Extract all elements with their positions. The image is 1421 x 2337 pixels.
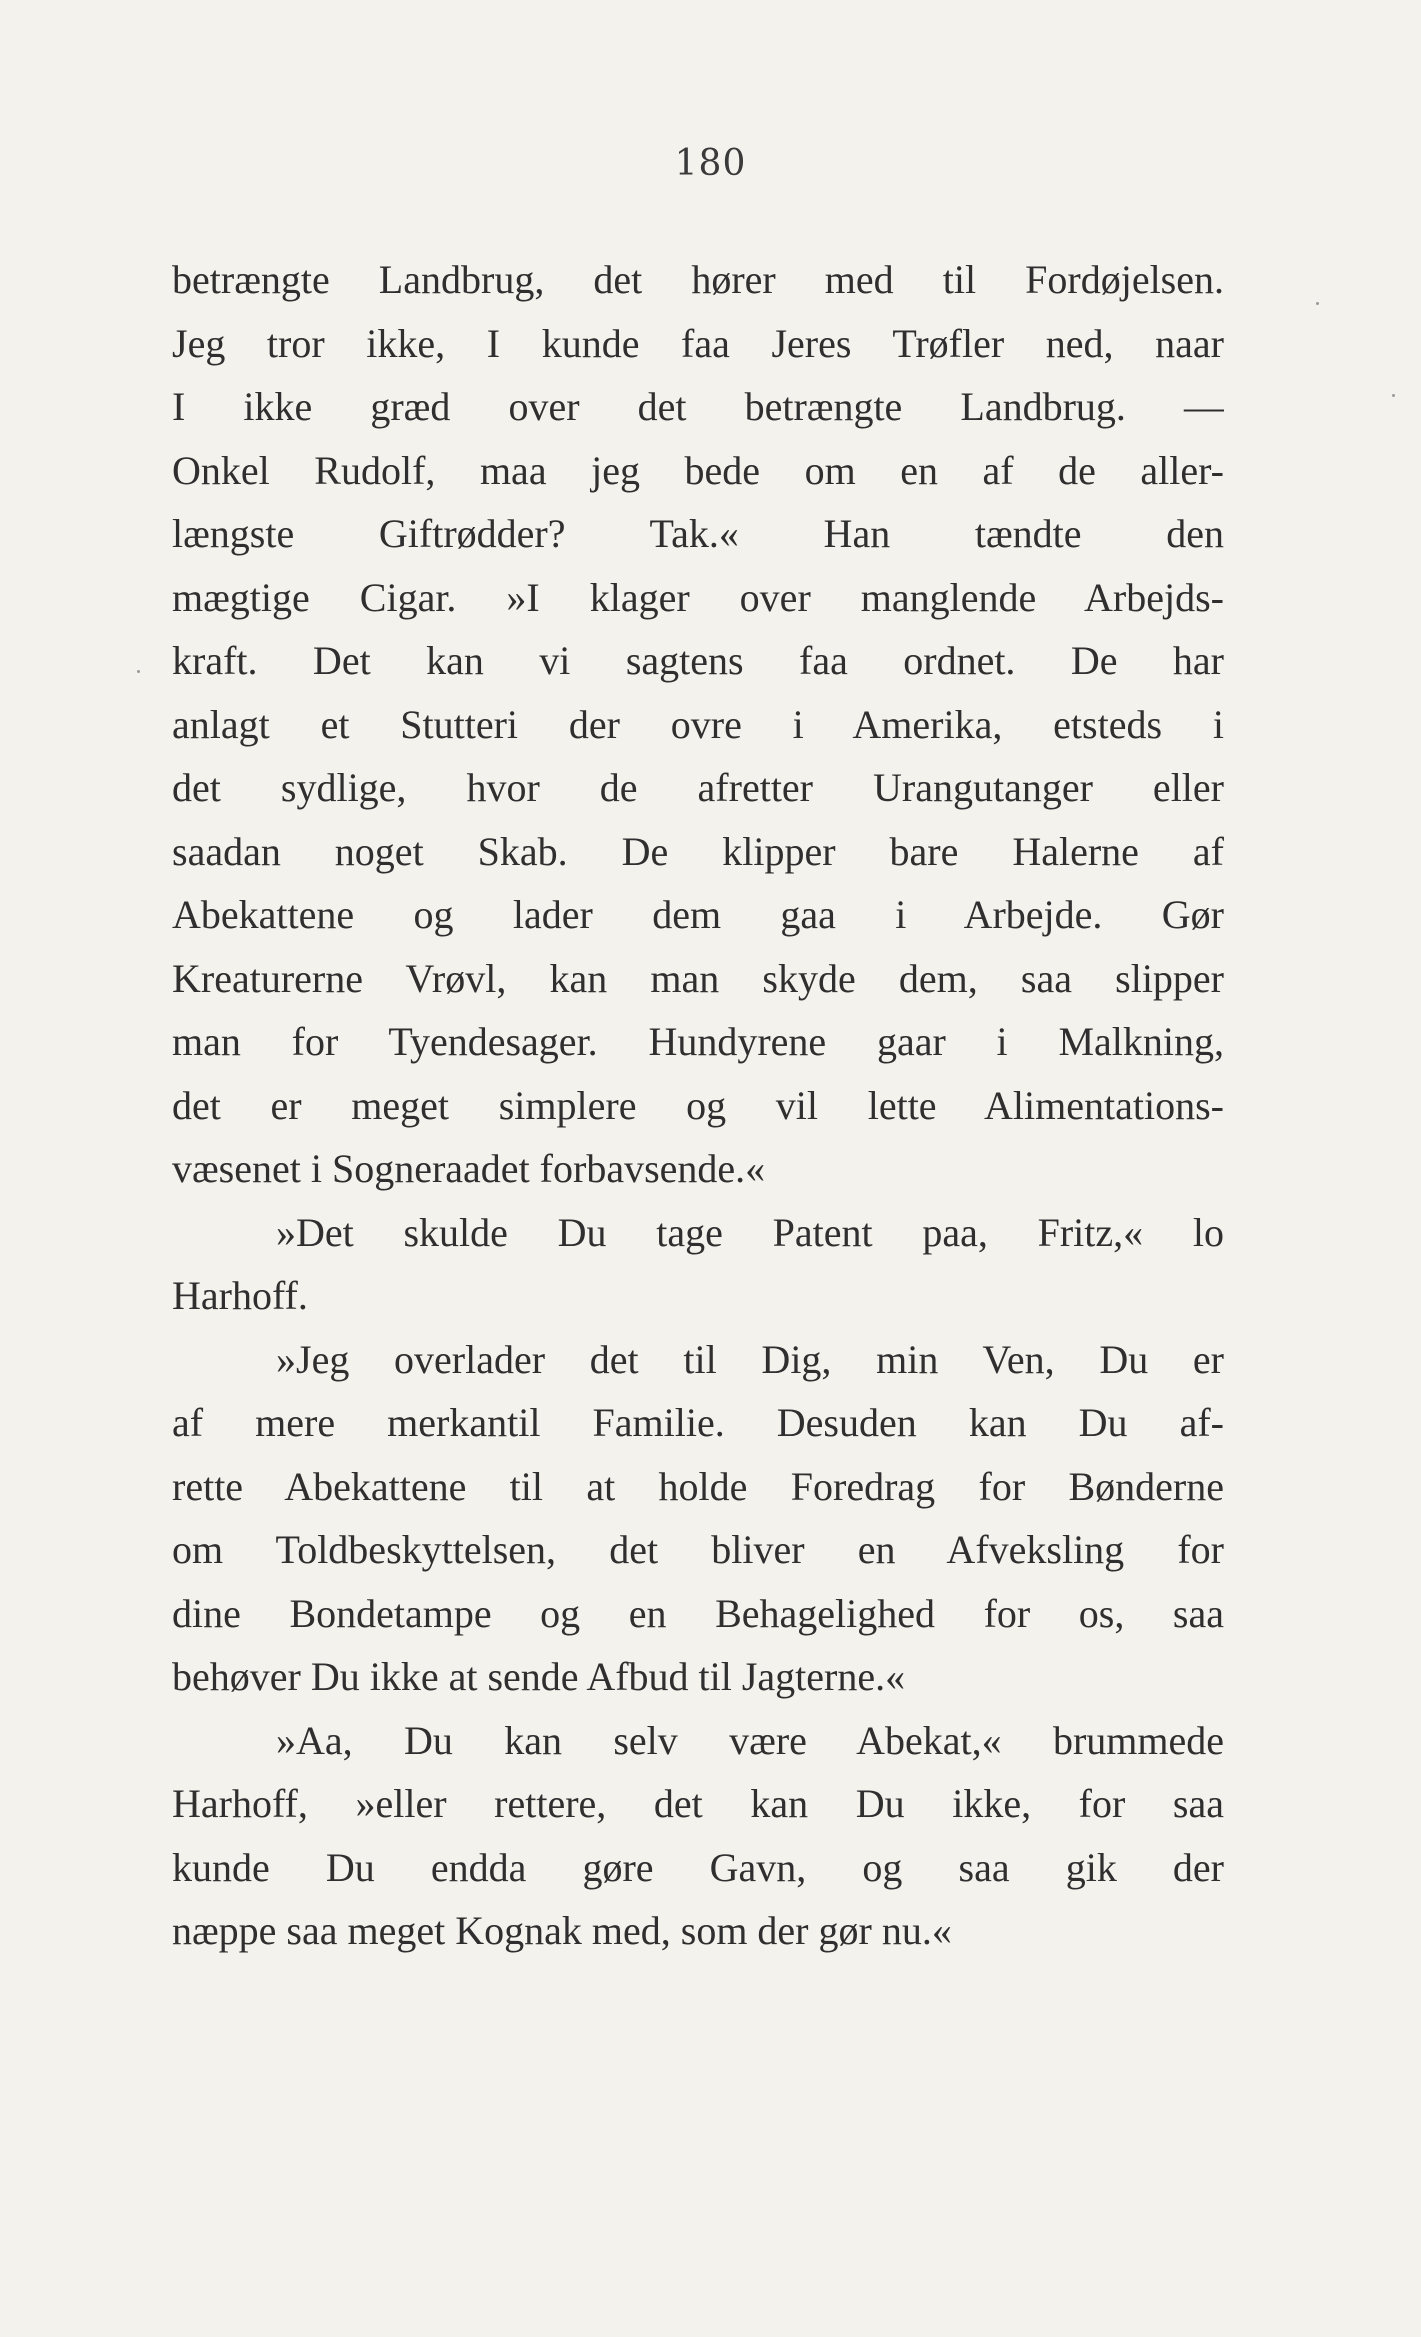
text-line: kunde Du endda gøre Gavn, og saa gik der (172, 1844, 1224, 1890)
page-number: 180 (674, 143, 747, 184)
text-line: anlagt et Stutteri der ovre i Amerika, etsteds i (172, 701, 1224, 747)
text-line: af mere merkantil Familie. Desuden kan Du af- (172, 1400, 1224, 1445)
text-line: behøver Du ikke at sende Afbud til Jagterne.« (172, 1654, 906, 1699)
text-line: »Det skulde Du tage Patent paa, Fritz,« lo (276, 1209, 1224, 1255)
text-line: »Jeg overlader det til Dig, min Ven, Du er (276, 1336, 1224, 1382)
text-line: dine Bondetampe og en Behagelighed for os, saa (172, 1590, 1224, 1636)
text-line: I ikke græd over det betrængte Landbrug. — (172, 384, 1224, 429)
text-line: betrængte Landbrug, det hører med til Fordøjelsen. (172, 257, 1224, 302)
text-line: kraft. Det kan vi sagtens faa ordnet. De har (172, 638, 1224, 683)
text-line: Kreaturerne Vrøvl, kan man skyde dem, saa slipper (172, 955, 1224, 1001)
text-line: Abekattene og lader dem gaa i Arbejde. Gør (172, 892, 1224, 937)
text-line: det er meget simplere og vil lette Alimentations- (172, 1082, 1224, 1128)
paper-speck (1392, 394, 1395, 397)
text-line: næppe saa meget Kognak med, som der gør nu.« (172, 1908, 952, 1953)
text-line: det sydlige, hvor de afretter Urangutanger eller (172, 765, 1224, 810)
text-line: Jeg tror ikke, I kunde faa Jeres Trøfler ned, naar (172, 320, 1224, 366)
text-line: mægtige Cigar. »I klager over manglende Arbejds- (172, 574, 1224, 620)
paper-speck (137, 670, 140, 673)
text-line: Harhoff, »eller rettere, det kan Du ikke, for saa (172, 1781, 1224, 1826)
text-line: Onkel Rudolf, maa jeg bede om en af de aller- (172, 447, 1224, 493)
text-line: »Aa, Du kan selv være Abekat,« brummede (276, 1717, 1224, 1763)
text-line: Harhoff. (172, 1273, 308, 1318)
paper-speck (1316, 302, 1319, 305)
text-line: rette Abekattene til at holde Foredrag for Bønderne (172, 1463, 1224, 1509)
body-text (172, 248, 1224, 1963)
text-line: væsenet i Sogneraadet forbavsende.« (172, 1146, 766, 1191)
text-line: saadan noget Skab. De klipper bare Halerne af (172, 828, 1224, 874)
text-line: længste Giftrødder? Tak.« Han tændte den (172, 511, 1224, 556)
text-line: om Toldbeskyttelsen, det bliver en Afveksling for (172, 1527, 1224, 1572)
text-line: man for Tyendesager. Hundyrene gaar i Malkning, (172, 1019, 1224, 1064)
